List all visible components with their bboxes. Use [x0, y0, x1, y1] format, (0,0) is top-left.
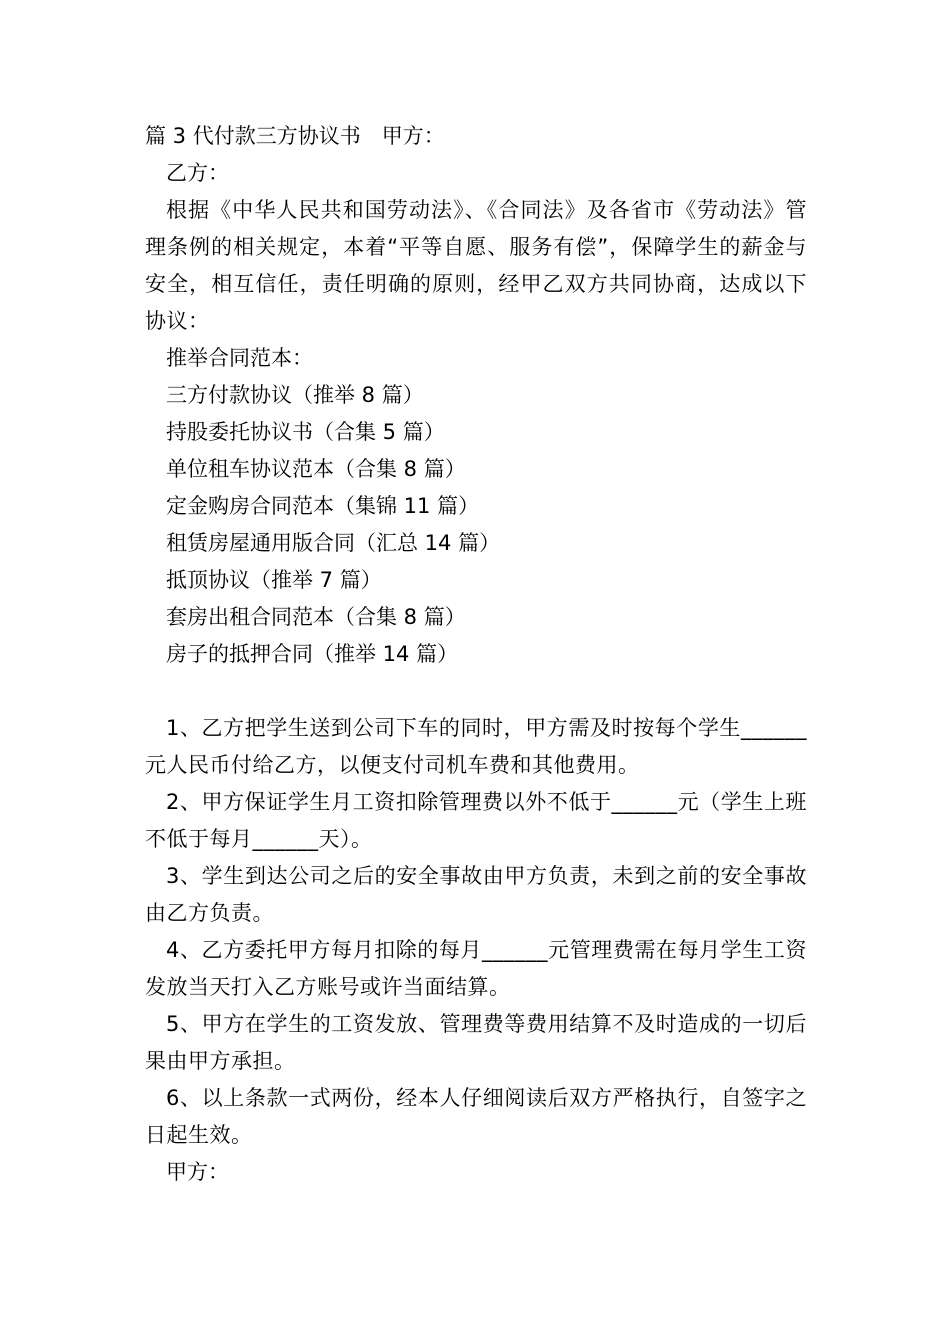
- clause-paragraph: 3、学生到达公司之后的安全事故由甲方负责，未到之前的安全事故由乙方负责。: [145, 864, 807, 925]
- party-b-line: 乙方：: [166, 161, 229, 185]
- recommend-item: 定金购房合同范本（集锦 11 篇）: [166, 494, 480, 518]
- clause-paragraph: 6、以上条款一式两份，经本人仔细阅读后双方严格执行，自签字之日起生效。: [145, 1086, 807, 1147]
- clause-paragraph: 2、甲方保证学生月工资扣除管理费以外不低于______元（学生上班不低于每月______天）。: [145, 790, 807, 851]
- recommend-item: 持股委托协议书（合集 5 篇）: [166, 420, 445, 444]
- recommend-item: 租赁房屋通用版合同（汇总 14 篇）: [166, 531, 501, 555]
- clause-paragraph: 1、乙方把学生送到公司下车的同时，甲方需及时按每个学生______元人民币付给乙方，以便支付司机车费和其他费用。: [145, 716, 807, 777]
- document-page: [145, 118, 807, 1191]
- party-a-signature-line: 甲方：: [166, 1160, 229, 1184]
- recommend-item: 房子的抵押合同（推举 14 篇）: [166, 642, 459, 666]
- document-title-line: 篇 3 代付款三方协议书 甲方：: [145, 124, 445, 148]
- preamble-paragraph: 根据《中华人民共和国劳动法》、《合同法》及各省市《劳动法》管理条例的相关规定，本着“平等自愿、服务有偿”，保障学生的薪金与安全，相互信任，责任明确的原则，经甲乙双方共同协商，达成以下协议：: [145, 198, 807, 333]
- recommend-item: 抵顶协议（推举 7 篇）: [166, 568, 382, 592]
- recommend-item: 单位租车协议范本（合集 8 篇）: [166, 457, 466, 481]
- recommend-list: [145, 377, 807, 673]
- clause-paragraph: 4、乙方委托甲方每月扣除的每月______元管理费需在每月学生工资发放当天打入乙方账号或许当面结算。: [145, 938, 807, 999]
- clause-paragraph: 5、甲方在学生的工资发放、管理费等费用结算不及时造成的一切后果由甲方承担。: [145, 1012, 807, 1073]
- clause-list: [145, 710, 807, 1154]
- recommend-item: 三方付款协议（推举 8 篇）: [166, 383, 424, 407]
- recommend-item: 套房出租合同范本（合集 8 篇）: [166, 605, 466, 629]
- blank-line: [145, 673, 807, 710]
- recommend-heading: 推举合同范本：: [166, 346, 313, 370]
